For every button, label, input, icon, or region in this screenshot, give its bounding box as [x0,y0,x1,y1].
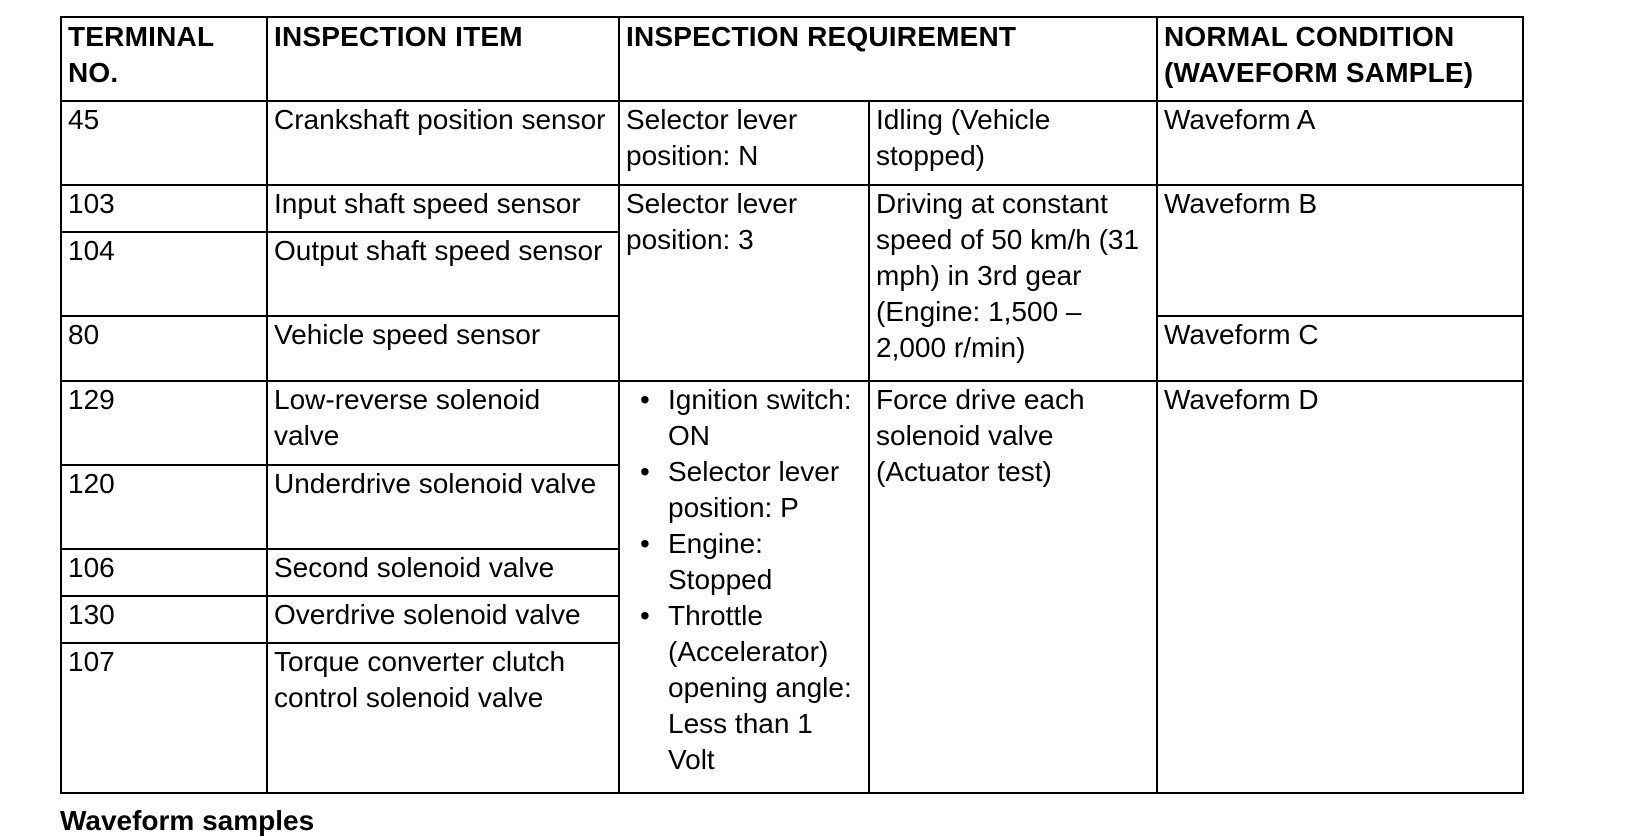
item-cell: Input shaft speed sensor [267,185,619,232]
condition-cell: Idling (Vehicle stopped) [869,101,1157,185]
terminal-cell: 104 [61,232,267,316]
terminal-cell: 45 [61,101,267,185]
item-cell: Output shaft speed sensor [267,232,619,316]
inspection-table [60,16,1524,794]
item-cell: Low-reverse solenoid valve [267,381,619,465]
table-row [61,381,1523,465]
table-row [61,185,1523,232]
header-row [61,17,1523,101]
bullet-item: • Selector lever position: P [626,454,862,526]
bullet-item: • Ignition switch: ON [626,382,862,454]
waveform-cell: Waveform D [1157,381,1523,793]
table-row [61,101,1523,185]
header-terminal-no: TERMINAL NO. [61,17,267,101]
item-cell: Overdrive solenoid valve [267,596,619,643]
item-cell: Crankshaft position sensor [267,101,619,185]
terminal-cell: 80 [61,316,267,381]
selector-cell: Selector lever position: 3 [619,185,869,381]
selector-cell: Selector lever position: N [619,101,869,185]
terminal-cell: 106 [61,549,267,596]
header-normal-condition: NORMAL CONDITION (WAVEFORM SAMPLE) [1157,17,1523,101]
waveform-cell: Waveform C [1157,316,1523,381]
header-inspection-requirement: INSPECTION REQUIREMENT [619,17,1157,101]
section-heading-cut-off: Waveform samples [60,805,315,836]
item-cell: Torque converter clutch control solenoid valve [267,643,619,793]
header-inspection-item: INSPECTION ITEM [267,17,619,101]
terminal-cell: 120 [61,465,267,549]
waveform-cell: Waveform B [1157,185,1523,316]
bullet-item: • Engine: Stopped [626,526,862,598]
terminal-cell: 103 [61,185,267,232]
terminal-cell: 130 [61,596,267,643]
condition-cell: Driving at constant speed of 50 km/h (31 mph) in 3rd gear (Engine: 1,500 – 2,000 r/min) [869,185,1157,381]
bullet-item: • Throttle (Accelerator) opening angle: Less than 1 Volt [626,598,862,778]
item-cell: Underdrive solenoid valve [267,465,619,549]
item-cell: Vehicle speed sensor [267,316,619,381]
item-cell: Second solenoid valve [267,549,619,596]
terminal-cell: 129 [61,381,267,465]
solenoid-requirements-cell [619,381,869,793]
waveform-cell: Waveform A [1157,101,1523,185]
requirements-bullet-list [626,382,862,778]
terminal-cell: 107 [61,643,267,793]
condition-cell: Force drive each solenoid valve (Actuator test) [869,381,1157,793]
